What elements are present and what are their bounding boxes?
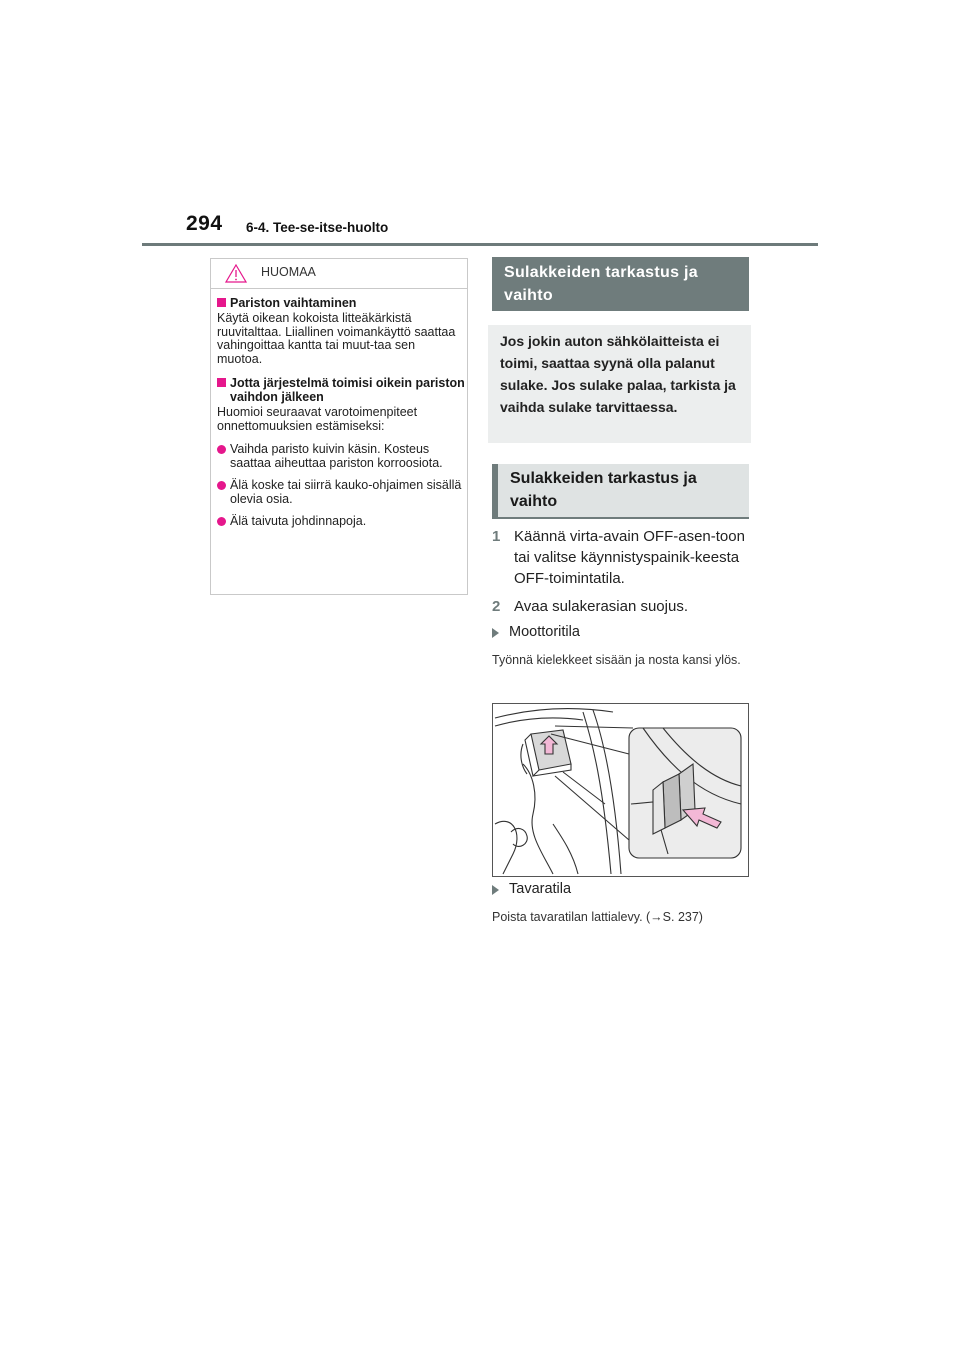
caution-body	[211, 289, 467, 529]
caution-bullet: Älä koske tai siirrä kauko-ohjaimen sisällä olevia osia.	[217, 479, 467, 506]
caution-text: Käytä oikean kokoista litteäkärkistä ruuvitalttaa. Liiallinen voimankäyttö saattaa vahingoittaa kantta tai muut-taa sen muotoa.	[217, 311, 456, 366]
location-luggage-area: Tavaratila	[492, 881, 571, 897]
page-number: 294	[186, 212, 223, 235]
caution-heading: Jotta järjestelmä toimisi oikein pariston vaihdon jälkeen	[217, 376, 467, 404]
main-title: Sulakkeiden tarkastus ja vaihto	[492, 257, 749, 311]
step-1	[492, 526, 750, 589]
caution-heading: Pariston vaihtaminen	[217, 296, 467, 310]
location-engine-bay: Moottoritila	[492, 624, 580, 640]
caution-label: HUOMAA	[261, 265, 316, 279]
round-bullet-icon	[217, 445, 226, 454]
caution-text: Huomioi seuraavat varotoimenpiteet onnettomuuksien estämiseksi:	[217, 405, 418, 433]
warning-triangle-icon	[225, 264, 247, 283]
round-bullet-icon	[217, 517, 226, 526]
caution-bullet: Älä taivuta johdinnapoja.	[217, 515, 467, 529]
triangle-bullet-icon	[492, 885, 499, 895]
section-title: 6-4. Tee-se-itse-huolto	[246, 220, 389, 235]
triangle-bullet-icon	[492, 628, 499, 638]
fuse-box-illustration	[492, 703, 749, 877]
square-bullet-icon	[217, 378, 226, 387]
location-note: Työnnä kielekkeet sisään ja nosta kansi ylös.	[492, 653, 741, 667]
step-number: 1	[492, 528, 501, 545]
caution-box	[210, 258, 468, 595]
square-bullet-icon	[217, 298, 226, 307]
fuse-box-drawing	[493, 704, 748, 876]
round-bullet-icon	[217, 481, 226, 490]
caution-header	[211, 259, 467, 289]
step-text: Avaa sulakerasian suojus.	[514, 598, 688, 615]
step-text: Käännä virta-avain OFF-asen-toon tai valitse käynnistyspainik-keesta OFF-toimintatila.	[514, 528, 745, 587]
subheading: Sulakkeiden tarkastus ja vaihto	[492, 464, 749, 519]
header-rule	[142, 243, 818, 246]
step-number: 2	[492, 598, 501, 615]
step-2	[492, 596, 750, 617]
caution-bullet: Vaihda paristo kuivin käsin. Kosteus saattaa aiheuttaa pariston korroosiota.	[217, 443, 467, 470]
summary-box: Jos jokin auton sähkölaitteista ei toimi, saattaa syynä olla palanut sulake. Jos sulake palaa, tarkista ja vaihda sulake tarvittaessa.	[488, 325, 751, 443]
location-note: Poista tavaratilan lattialevy. (→S. 237)	[492, 910, 703, 924]
